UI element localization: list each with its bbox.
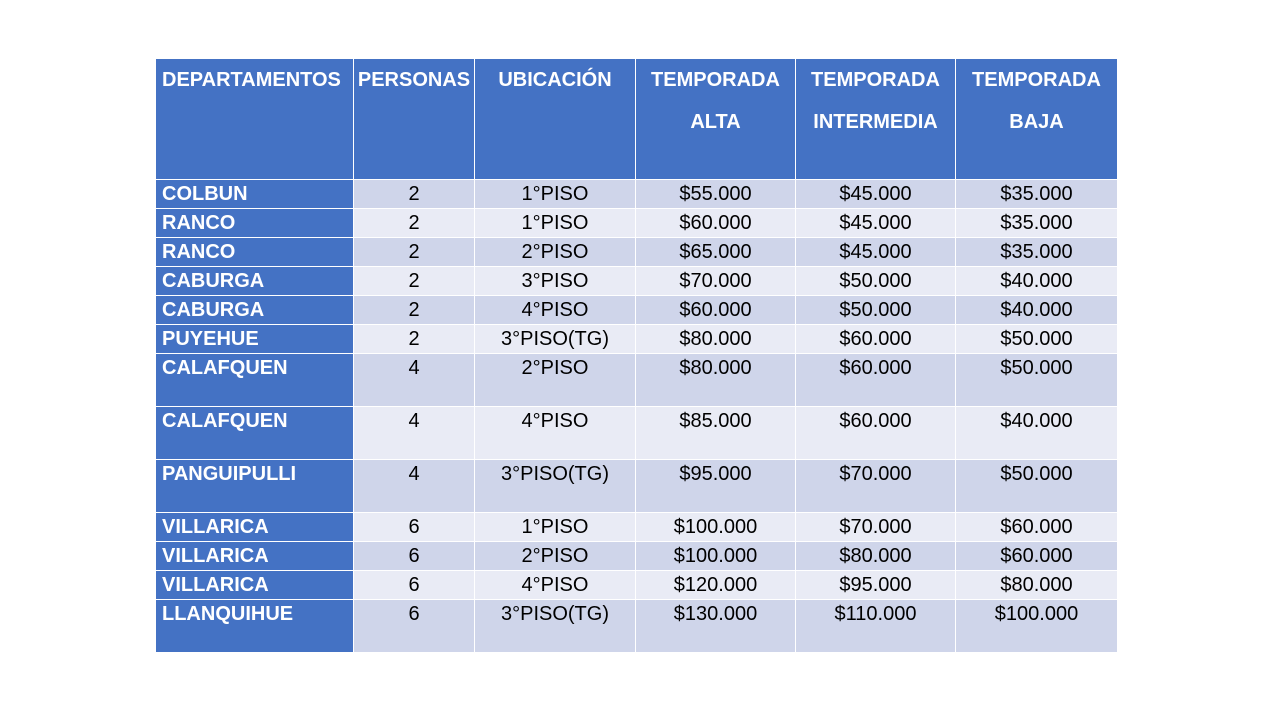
cell-intermedia: $45.000 <box>796 238 956 267</box>
cell-ubicacion: 2°PISO <box>475 238 636 267</box>
cell-intermedia: $70.000 <box>796 460 956 513</box>
header-baja-line1: TEMPORADA <box>972 69 1101 91</box>
cell-departamento: PANGUIPULLI <box>156 460 354 513</box>
cell-intermedia: $110.000 <box>796 600 956 653</box>
cell-personas: 6 <box>354 513 475 542</box>
cell-personas: 6 <box>354 600 475 653</box>
header-temporada-intermedia <box>796 59 956 180</box>
table-row <box>156 296 1118 325</box>
cell-alta: $55.000 <box>636 180 796 209</box>
cell-ubicacion: 3°PISO(TG) <box>475 600 636 653</box>
cell-intermedia: $60.000 <box>796 407 956 460</box>
cell-alta: $85.000 <box>636 407 796 460</box>
cell-personas: 6 <box>354 571 475 600</box>
cell-alta: $130.000 <box>636 600 796 653</box>
header-temporada-baja <box>956 59 1118 180</box>
cell-personas: 2 <box>354 238 475 267</box>
cell-intermedia: $80.000 <box>796 542 956 571</box>
cell-departamento: CABURGA <box>156 296 354 325</box>
cell-departamento: CALAFQUEN <box>156 354 354 407</box>
cell-baja: $50.000 <box>956 325 1118 354</box>
cell-alta: $80.000 <box>636 354 796 407</box>
header-intermedia-line1: TEMPORADA <box>811 69 940 91</box>
table-row <box>156 238 1118 267</box>
table-row <box>156 407 1118 460</box>
cell-departamento: COLBUN <box>156 180 354 209</box>
cell-ubicacion: 3°PISO(TG) <box>475 460 636 513</box>
cell-intermedia: $95.000 <box>796 571 956 600</box>
cell-personas: 2 <box>354 180 475 209</box>
cell-intermedia: $45.000 <box>796 209 956 238</box>
cell-intermedia: $45.000 <box>796 180 956 209</box>
cell-intermedia: $60.000 <box>796 354 956 407</box>
cell-departamento: RANCO <box>156 238 354 267</box>
cell-departamento: RANCO <box>156 209 354 238</box>
header-alta-line1: TEMPORADA <box>651 69 780 91</box>
cell-baja: $50.000 <box>956 354 1118 407</box>
header-intermedia-line2: INTERMEDIA <box>813 111 938 133</box>
cell-ubicacion: 4°PISO <box>475 571 636 600</box>
header-temporada-alta <box>636 59 796 180</box>
cell-departamento: VILLARICA <box>156 513 354 542</box>
header-departamentos: DEPARTAMENTOS <box>156 59 354 180</box>
cell-baja: $40.000 <box>956 296 1118 325</box>
cell-personas: 6 <box>354 542 475 571</box>
cell-alta: $60.000 <box>636 209 796 238</box>
cell-baja: $40.000 <box>956 267 1118 296</box>
table-row <box>156 513 1118 542</box>
cell-baja: $60.000 <box>956 513 1118 542</box>
cell-alta: $70.000 <box>636 267 796 296</box>
cell-personas: 4 <box>354 460 475 513</box>
header-alta-line2: ALTA <box>690 111 741 133</box>
cell-departamento: VILLARICA <box>156 542 354 571</box>
cell-baja: $60.000 <box>956 542 1118 571</box>
cell-departamento: CALAFQUEN <box>156 407 354 460</box>
header-baja-line2: BAJA <box>1009 111 1064 133</box>
cell-ubicacion: 3°PISO <box>475 267 636 296</box>
cell-baja: $40.000 <box>956 407 1118 460</box>
cell-ubicacion: 1°PISO <box>475 209 636 238</box>
cell-intermedia: $70.000 <box>796 513 956 542</box>
header-ubicacion: UBICACIÓN <box>475 59 636 180</box>
cell-personas: 2 <box>354 325 475 354</box>
cell-ubicacion: 4°PISO <box>475 296 636 325</box>
table-row <box>156 571 1118 600</box>
cell-baja: $80.000 <box>956 571 1118 600</box>
cell-personas: 2 <box>354 296 475 325</box>
cell-ubicacion: 2°PISO <box>475 542 636 571</box>
cell-alta: $100.000 <box>636 513 796 542</box>
header-personas: PERSONAS <box>354 59 475 180</box>
cell-baja: $100.000 <box>956 600 1118 653</box>
cell-ubicacion: 1°PISO <box>475 180 636 209</box>
cell-ubicacion: 4°PISO <box>475 407 636 460</box>
cell-departamento: PUYEHUE <box>156 325 354 354</box>
table-row <box>156 542 1118 571</box>
cell-alta: $120.000 <box>636 571 796 600</box>
table-body <box>156 180 1118 653</box>
cell-intermedia: $60.000 <box>796 325 956 354</box>
cell-ubicacion: 1°PISO <box>475 513 636 542</box>
table-row <box>156 209 1118 238</box>
table-row <box>156 325 1118 354</box>
table-row <box>156 600 1118 653</box>
cell-intermedia: $50.000 <box>796 296 956 325</box>
cell-alta: $80.000 <box>636 325 796 354</box>
cell-personas: 4 <box>354 407 475 460</box>
cell-baja: $35.000 <box>956 209 1118 238</box>
table-row <box>156 460 1118 513</box>
table-row <box>156 354 1118 407</box>
cell-baja: $50.000 <box>956 460 1118 513</box>
table-row <box>156 180 1118 209</box>
cell-baja: $35.000 <box>956 238 1118 267</box>
cell-departamento: VILLARICA <box>156 571 354 600</box>
cell-alta: $95.000 <box>636 460 796 513</box>
cell-ubicacion: 3°PISO(TG) <box>475 325 636 354</box>
cell-baja: $35.000 <box>956 180 1118 209</box>
rates-table <box>155 58 1118 653</box>
cell-ubicacion: 2°PISO <box>475 354 636 407</box>
cell-departamento: CABURGA <box>156 267 354 296</box>
table-row <box>156 267 1118 296</box>
cell-alta: $60.000 <box>636 296 796 325</box>
cell-personas: 2 <box>354 267 475 296</box>
header-row <box>156 59 1118 180</box>
cell-personas: 2 <box>354 209 475 238</box>
cell-alta: $100.000 <box>636 542 796 571</box>
cell-alta: $65.000 <box>636 238 796 267</box>
cell-intermedia: $50.000 <box>796 267 956 296</box>
cell-departamento: LLANQUIHUE <box>156 600 354 653</box>
cell-personas: 4 <box>354 354 475 407</box>
